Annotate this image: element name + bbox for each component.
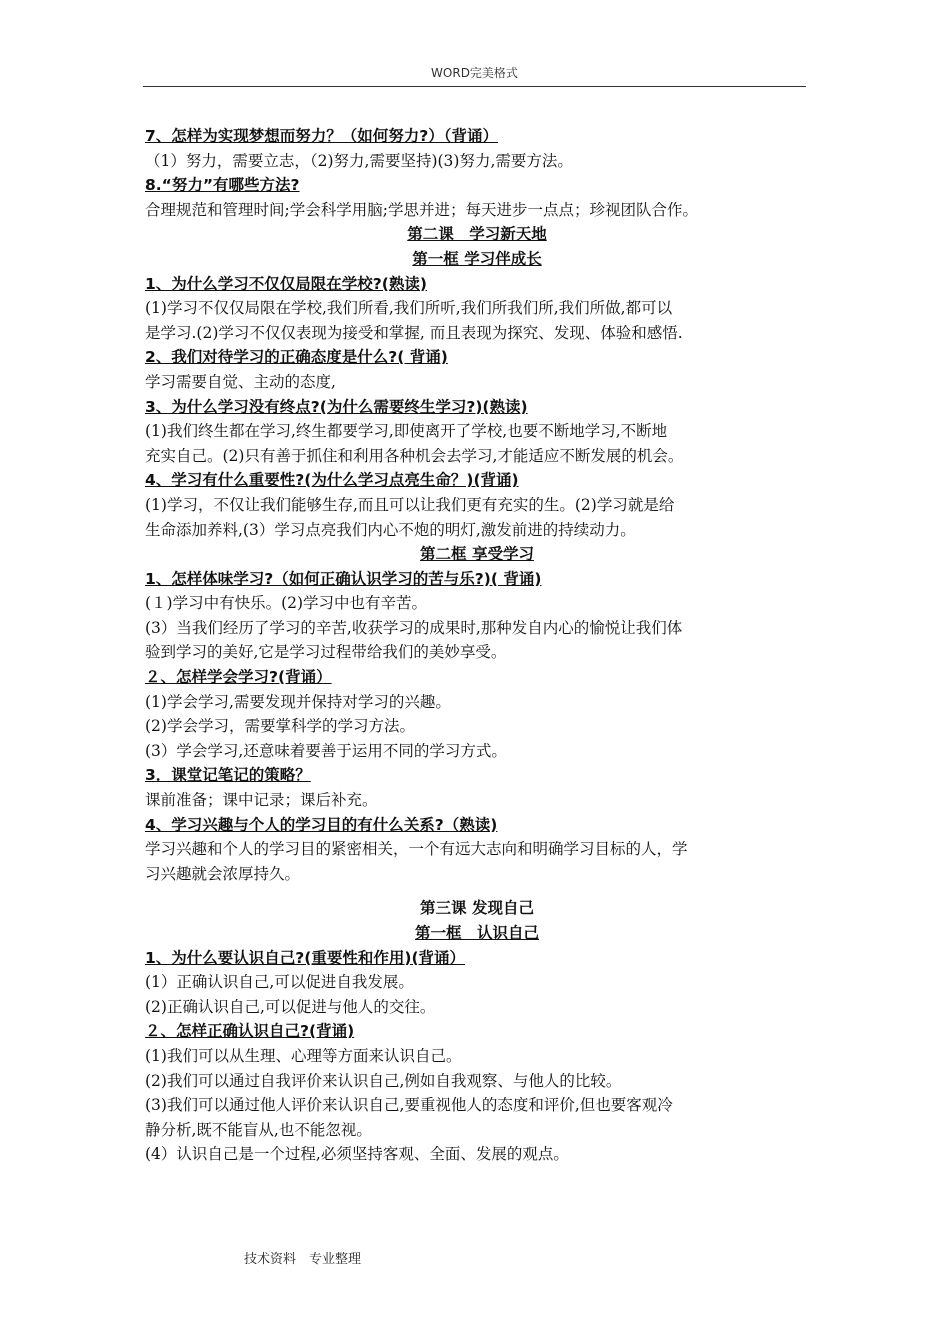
page-footer: 技术资料 专业整理 — [244, 1252, 362, 1267]
section-title: 第二课 学习新天地 — [407, 224, 547, 244]
answer-text: (4）认识自己是一个过程,必须坚持客观、全面、发展的观点。 — [145, 1145, 569, 1164]
question-heading: 8.“努力”有哪些方法? — [145, 176, 300, 195]
question-heading: ２、怎样学会学习?(背诵） — [145, 668, 332, 687]
header-divider — [143, 86, 806, 87]
answer-text: 学习需要自觉、主动的态度, — [145, 372, 336, 391]
answer-text: (3)我们可以通过他人评价来认识自己,要重视他人的态度和评价,但也要客观冷 — [145, 1096, 673, 1115]
question-heading: 4、学习兴趣与个人的学习目的有什么关系?（熟读) — [145, 815, 498, 834]
answer-text: 合理规范和管理时间;学会科学用脑;学思并进；每天进步一点点；珍视团队合作。 — [145, 200, 698, 219]
answer-text: 充实自己。(2)只有善于抓住和利用各种机会去学习,才能适应不断发展的机会。 — [145, 446, 684, 465]
answer-text: (2)学会学习，需要掌科学的学习方法。 — [145, 717, 415, 736]
answer-text: (1)学会学习,需要发现并保持对学习的兴趣。 — [145, 692, 451, 711]
answer-text: (2)我们可以通过自我评价来认识自己,例如自我观察、与他人的比较。 — [145, 1071, 622, 1090]
spacer — [145, 886, 809, 896]
question-heading: 3．课堂记笔记的策略？ — [145, 766, 311, 785]
question-heading: 7、怎样为实现梦想而努力？（如何努力?）（背诵） — [145, 127, 499, 145]
answer-text: (1)我们终生都在学习,终生都要学习,即使离开了学校,也要不断地学习,不断地 — [145, 422, 668, 441]
section-title: 第二框 享受学习 — [420, 544, 534, 564]
question-heading: 1、为什么学习不仅仅局限在学校?(熟读) — [145, 274, 427, 293]
answer-text: 生命添加养料,(3）学习点亮我们内心不炮的明灯,激发前进的持续动力。 — [145, 520, 636, 539]
section-title: 第三课 发现自己 — [420, 898, 534, 918]
page-header: WORD完美格式 — [431, 66, 518, 80]
answer-text: (2)正确认识自己,可以促进与他人的交往。 — [145, 997, 436, 1016]
answer-text: （1）努力，需要立志，（2)努力,需要坚持)(3)努力,需要方法。 — [145, 151, 573, 170]
answer-text: 习兴趣就会浓厚持久。 — [145, 864, 301, 883]
section-title: 第一框 学习伴成长 — [412, 248, 542, 268]
question-heading: 4、学习有什么重要性?(为什么学习点亮生命？)(背诵) — [145, 471, 519, 490]
answer-text: 学习兴趣和个人的学习目的紧密相关，一个有远大志向和明确学习目标的人，学 — [145, 840, 688, 859]
document-body — [145, 124, 809, 1167]
answer-text: (3）学会学习,还意味着要善于运用不同的学习方式。 — [145, 741, 507, 760]
question-heading: ２、怎样正确认识自己?(背诵) — [145, 1022, 355, 1041]
answer-text: 验到学习的美好,它是学习过程带给我们的美妙享受。 — [145, 643, 507, 662]
question-heading: 2、我们对待学习的正确态度是什么?( 背诵) — [145, 348, 448, 367]
question-heading: 3、为什么学习没有终点?(为什么需要终生学习?)(熟读) — [145, 397, 528, 416]
answer-text: 是学习.(2)学习不仅仅表现为接受和掌握, 而且表现为探究、发现、体验和感悟. — [145, 323, 683, 342]
answer-text: (3）当我们经历了学习的辛苦,收获学习的成果时,那种发自内心的愉悦让我们体 — [145, 618, 683, 637]
answer-text: 课前准备；课中记录；课后补充。 — [145, 791, 378, 810]
question-heading: 1、怎样体味学习?（如何正确认识学习的苦与乐?)( 背诵) — [145, 569, 542, 588]
answer-text: (１)学习中有快乐。(2)学习中也有辛苦。 — [145, 594, 428, 613]
answer-text: (1)学习，不仅让我们能够生存,而且可以让我们更有充实的生。(2)学习就是给 — [145, 495, 675, 514]
answer-text: (1）正确认识自己,可以促进自我发展。 — [145, 973, 414, 992]
answer-text: (1)学习不仅仅局限在学校,我们所看,我们所听,我们所我们所,我们所做,都可以 — [145, 299, 673, 318]
answer-text: (1)我们可以从生理、心理等方面来认识自己。 — [145, 1046, 462, 1065]
question-heading: 1、为什么要认识自己?(重要性和作用)(背诵） — [145, 948, 466, 967]
section-title: 第一框 认识自己 — [414, 923, 539, 942]
answer-text: 静分析,既不能盲从,也不能忽视。 — [145, 1120, 372, 1139]
